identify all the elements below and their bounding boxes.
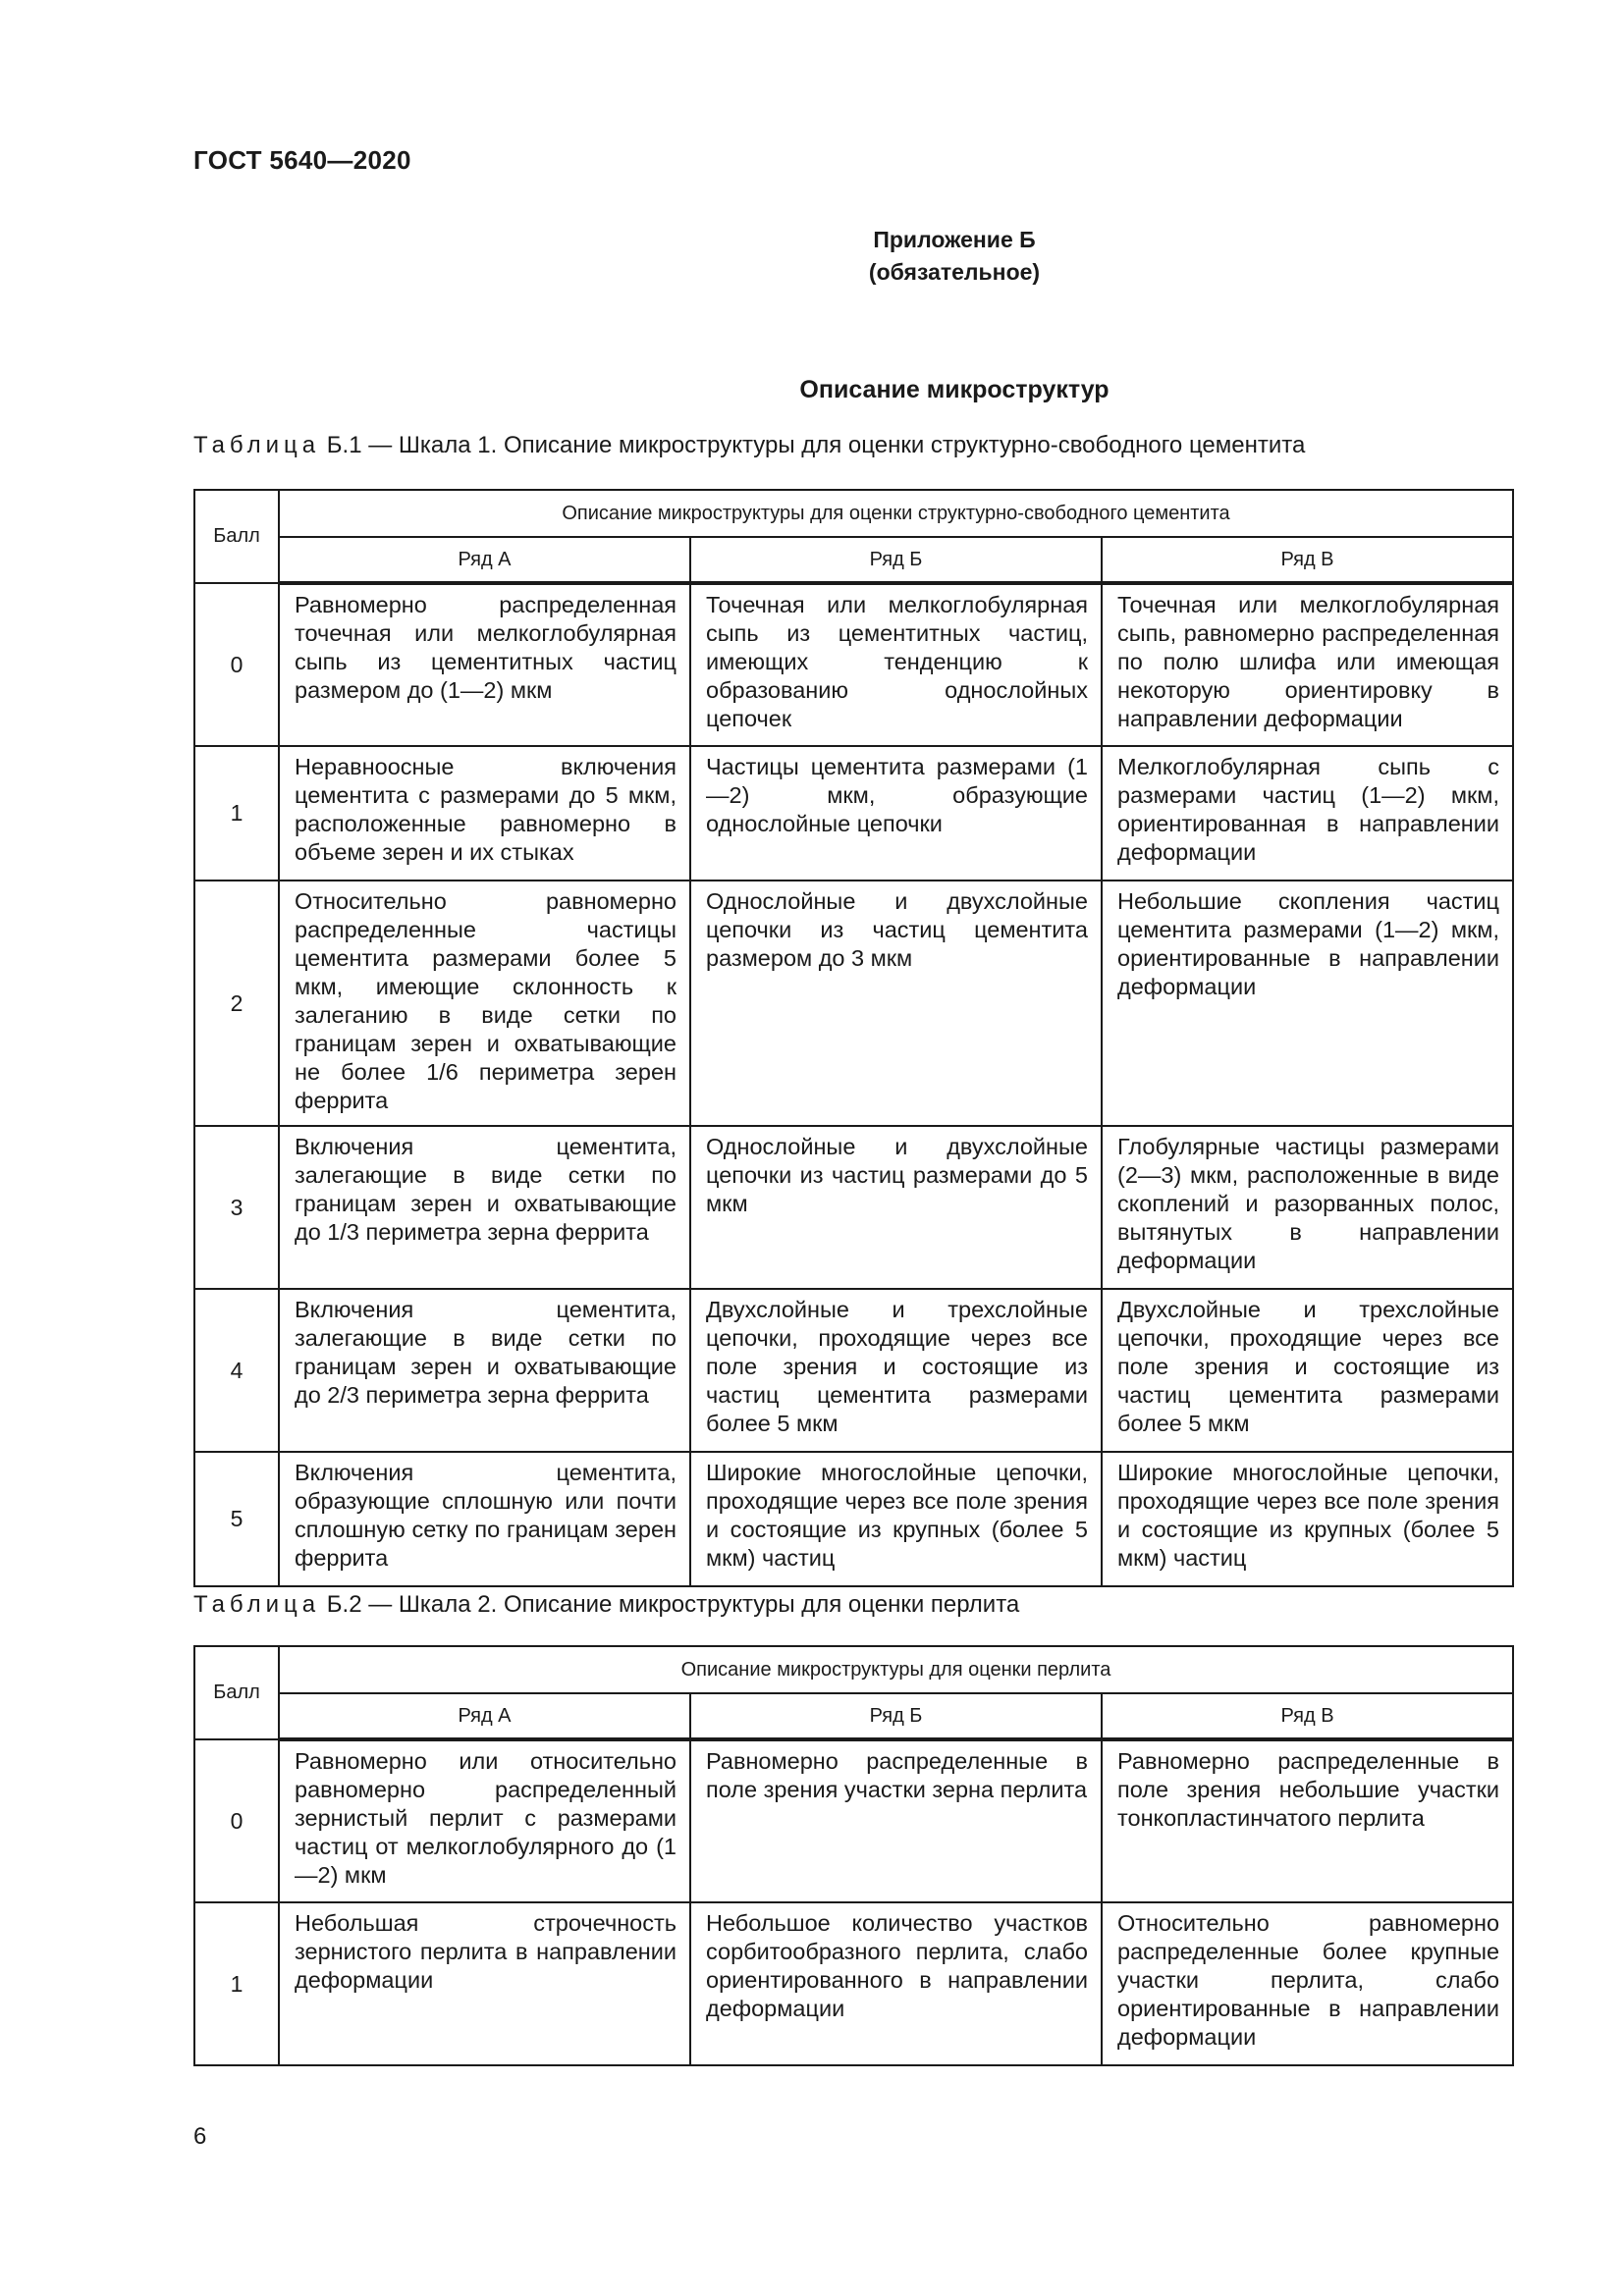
document-header: ГОСТ 5640—2020 — [193, 145, 411, 175]
score-header: Балл — [194, 1646, 279, 1739]
description-cell-c: Широкие многослойные цепочки, проходящие через все поле зрения и состоящие из крупных (более 5 мкм) частиц — [1102, 1452, 1513, 1586]
description-cell-c: Равномерно распределенные в поле зрения небольшие участки тонкопластинчатого перлита — [1102, 1739, 1513, 1902]
description-cell-c: Двухслойные и трехслойные цепочки, проходящие через все поле зрения и состоящие из частиц цементита размерами более 5 мкм — [1102, 1289, 1513, 1452]
group-header: Описание микроструктуры для оценки перлита — [279, 1646, 1513, 1693]
table-row — [194, 1452, 1513, 1586]
description-cell-c: Небольшие скопления частиц цементита размерами (1—2) мкм, ориентированные в направлении деформации — [1102, 881, 1513, 1126]
score-cell: 2 — [194, 881, 279, 1126]
score-cell: 5 — [194, 1452, 279, 1586]
table1-caption-text: Б.1 — Шкала 1. Описание микроструктуры для оценки структурно-свободного цементита — [326, 432, 1306, 458]
section-title-text: Описание микроструктур — [799, 376, 1110, 403]
score-cell: 0 — [194, 583, 279, 746]
appendix-title: Приложение Б — [873, 227, 1036, 252]
description-cell-a: Небольшая строчечность зернистого перлита в направлении деформации — [279, 1902, 690, 2065]
description-cell-a: Включения цементита, образующие сплошную или почти сплошную сетку по границам зерен феррита — [279, 1452, 690, 1586]
description-cell-b: Однослойные и двухслойные цепочки из частиц размерами до 5 мкм — [690, 1126, 1102, 1289]
column-header-b: Ряд Б — [690, 537, 1102, 583]
table-row — [194, 1289, 1513, 1452]
table2-caption-text: Б.2 — Шкала 2. Описание микроструктуры для оценки перлита — [326, 1591, 1020, 1618]
description-cell-c: Относительно равномерно распределенные более крупные участки перлита, слабо ориентированные в направлении деформации — [1102, 1902, 1513, 2065]
score-cell: 0 — [194, 1739, 279, 1902]
score-cell: 4 — [194, 1289, 279, 1452]
table2-caption-prefix: Таблица — [193, 1591, 321, 1618]
description-cell-b: Равномерно распределенные в поле зрения участки зерна перлита — [690, 1739, 1102, 1902]
column-header-a: Ряд А — [279, 537, 690, 583]
table-row — [194, 1739, 1513, 1902]
score-cell: 3 — [194, 1126, 279, 1289]
column-header-c: Ряд В — [1102, 537, 1513, 583]
group-header: Описание микроструктуры для оценки структурно-свободного цементита — [279, 490, 1513, 537]
score-cell: 1 — [194, 746, 279, 881]
table1-caption — [193, 432, 1305, 459]
description-cell-b: Точечная или мелкоглобулярная сыпь из цементитных частиц, имеющих тенденцию к образованию однослойных цепочек — [690, 583, 1102, 746]
page-number: 6 — [193, 2123, 207, 2150]
description-cell-a: Равномерно или относительно равномерно распределенный зернистый перлит с размерами частиц от мелкоглобулярного до (1—2) мкм — [279, 1739, 690, 1902]
description-cell-c: Глобулярные частицы размерами (2—3) мкм, расположенные в виде скоплений и разорванных полос, вытянутых в направлении деформации — [1102, 1126, 1513, 1289]
column-header-c: Ряд В — [1102, 1693, 1513, 1739]
score-cell: 1 — [194, 1902, 279, 2065]
table-row — [194, 1126, 1513, 1289]
description-cell-a: Неравноосные включения цементита с размерами до 5 мкм, расположенные равномерно в объеме зерен и их стыках — [279, 746, 690, 881]
appendix-status: (обязательное) — [868, 259, 1041, 285]
description-cell-a: Включения цементита, залегающие в виде сетки по границам зерен и охватывающие до 2/3 периметра зерна феррита — [279, 1289, 690, 1452]
table-row — [194, 746, 1513, 881]
description-cell-c: Точечная или мелкоглобулярная сыпь, равномерно распределенная по полю шлифа или имеющая некоторую ориентировку в направлении деформации — [1102, 583, 1513, 746]
table-row — [194, 583, 1513, 746]
description-cell-b: Двухслойные и трехслойные цепочки, проходящие через все поле зрения и состоящие из частиц цементита размерами более 5 мкм — [690, 1289, 1102, 1452]
description-cell-a: Равномерно распределенная точечная или мелкоглобулярная сыпь из цементитных частиц размером до (1—2) мкм — [279, 583, 690, 746]
description-cell-a: Относительно равномерно распределенные частицы цементита размерами более 5 мкм, имеющие склонность к залеганию в виде сетки по границам зерен и охватывающие не более 1/6 периметра зерен феррита — [279, 881, 690, 1126]
appendix-heading — [0, 224, 1624, 289]
table2 — [193, 1645, 1514, 2066]
description-cell-a: Включения цементита, залегающие в виде сетки по границам зерен и охватывающие до 1/3 периметра зерна феррита — [279, 1126, 690, 1289]
description-cell-b: Широкие многослойные цепочки, проходящие через все поле зрения и состоящие из крупных (более 5 мкм) частиц — [690, 1452, 1102, 1586]
column-header-a: Ряд А — [279, 1693, 690, 1739]
description-cell-c: Мелкоглобулярная сыпь с размерами частиц (1—2) мкм, ориентированная в направлении деформации — [1102, 746, 1513, 881]
description-cell-b: Однослойные и двухслойные цепочки из частиц цементита размером до 3 мкм — [690, 881, 1102, 1126]
table1-caption-prefix: Таблица — [193, 432, 321, 458]
score-header: Балл — [194, 490, 279, 583]
table2-caption — [193, 1591, 1019, 1619]
description-cell-b: Частицы цементита размерами (1—2) мкм, образующие однослойные цепочки — [690, 746, 1102, 881]
description-cell-b: Небольшое количество участков сорбитообразного перлита, слабо ориентированного в направлении деформации — [690, 1902, 1102, 2065]
table-row — [194, 881, 1513, 1126]
table1 — [193, 489, 1514, 1587]
section-title — [0, 376, 1624, 404]
column-header-b: Ряд Б — [690, 1693, 1102, 1739]
table-row — [194, 1902, 1513, 2065]
